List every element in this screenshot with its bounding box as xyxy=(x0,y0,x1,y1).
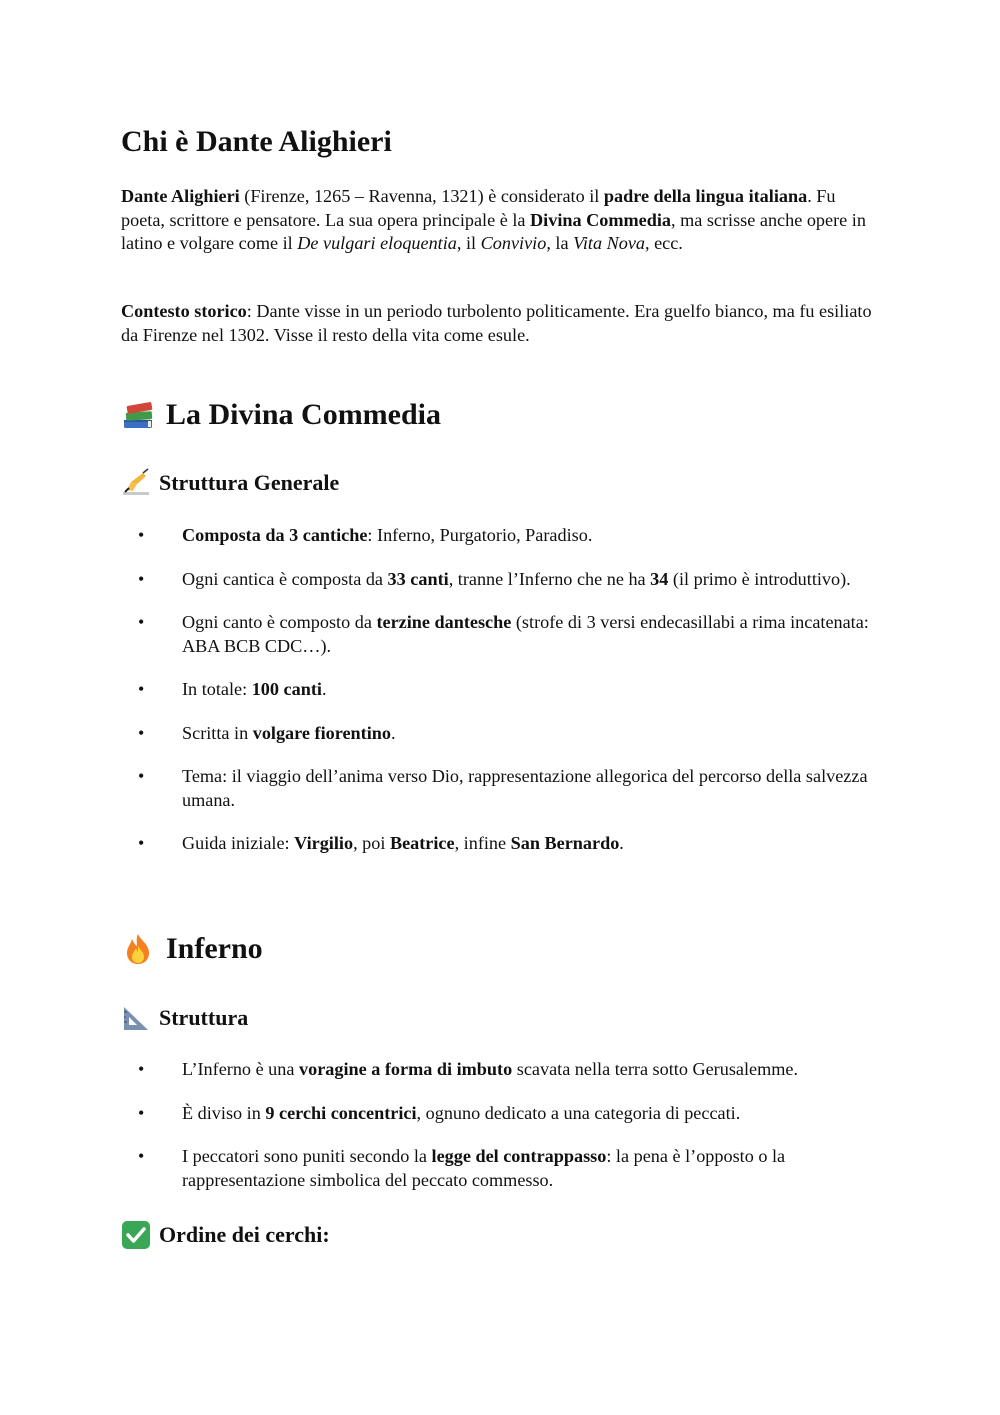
text-bold: Dante Alighieri xyxy=(121,186,240,206)
text: I peccatori sono puniti secondo la xyxy=(182,1146,432,1166)
inferno-structure-heading xyxy=(121,1003,248,1033)
list-item xyxy=(121,524,881,548)
text: . Fu poeta, scrittore e pensatore. La sua opera principale è la xyxy=(121,186,836,230)
text-italic: Convivio xyxy=(480,233,547,253)
text: L’Inferno è una xyxy=(182,1059,299,1079)
bullet: • xyxy=(138,766,145,786)
text-italic: Vita Nova xyxy=(573,233,645,253)
list-item xyxy=(121,1058,881,1082)
text-bold: voragine a forma di imbuto xyxy=(299,1059,513,1079)
text-bold: terzine dantesche xyxy=(376,612,512,632)
bullet: • xyxy=(138,1102,145,1123)
text: Scritta in xyxy=(182,722,253,743)
text: In totale: xyxy=(182,679,252,699)
text: (Firenze, 1265 – Ravenna, 1321) è considerato il xyxy=(239,186,604,206)
bullet: • xyxy=(138,525,145,545)
fire-icon xyxy=(121,932,155,966)
list-item xyxy=(121,1102,881,1126)
bullet: • xyxy=(138,722,145,743)
inferno-structure-heading-text: Struttura xyxy=(159,1005,249,1030)
bullet: • xyxy=(138,612,145,632)
context-paragraph xyxy=(121,300,873,347)
commedia-structure-heading-text: Struttura Generale xyxy=(159,470,340,495)
text-bold: 9 cerchi concentrici xyxy=(265,1102,417,1123)
text-bold: volgare fiorentino xyxy=(252,722,391,743)
inferno-structure-list xyxy=(121,1058,881,1212)
text-bold: Contesto storico xyxy=(121,301,247,321)
inferno-order-heading xyxy=(121,1220,330,1250)
text: (strofe di 3 versi endecasillabi a rima incatenata: ABA BCB CDC…). xyxy=(182,612,869,656)
bullet: • xyxy=(138,1059,145,1079)
text: , infine xyxy=(454,833,511,853)
books-icon xyxy=(121,398,155,432)
commedia-heading-text: La Divina Commedia xyxy=(166,398,442,431)
text-bold: San Bernardo xyxy=(510,833,620,853)
bullet: • xyxy=(138,568,145,589)
list-item xyxy=(121,678,881,702)
text: , ognuno dedicato a una categoria di peccati. xyxy=(416,1102,741,1123)
text-bold: 100 canti xyxy=(251,679,322,699)
check-mark-icon xyxy=(121,1220,151,1250)
text-bold: 33 canti xyxy=(387,568,449,589)
list-item xyxy=(121,832,881,856)
text-bold: Divina Commedia xyxy=(530,209,671,230)
list-item xyxy=(121,568,881,592)
text: Tema: il viaggio dell’anima verso Dio, rappresentazione allegorica del percorso della salvezza umana. xyxy=(182,766,868,810)
text: , la xyxy=(546,233,574,253)
bio-paragraph xyxy=(121,185,873,256)
text-italic: De vulgari eloquentia xyxy=(297,233,457,253)
text: Guida iniziale: xyxy=(182,833,295,853)
commedia-heading xyxy=(121,397,441,433)
text: scavata nella terra sotto Gerusalemme. xyxy=(512,1059,799,1079)
inferno-order-heading-text: Ordine dei cerchi: xyxy=(159,1222,330,1247)
text: , tranne l’Inferno che ne ha xyxy=(448,568,651,589)
list-item xyxy=(121,1145,881,1192)
inferno-heading-text: Inferno xyxy=(166,932,263,965)
bullet: • xyxy=(138,1146,145,1166)
text-bold: 34 xyxy=(650,568,669,589)
list-item xyxy=(121,765,881,812)
text: Ogni cantica è composta da xyxy=(182,568,388,589)
text: , poi xyxy=(353,833,390,853)
triangular-ruler-icon xyxy=(121,1003,151,1033)
bullet: • xyxy=(138,833,145,853)
text: : Dante visse in un periodo turbolento politicamente. Era guelfo bianco, ma fu esiliato da Firenze nel 1302. Visse il resto della vita come esule. xyxy=(121,301,872,345)
bio-heading: Chi è Dante Alighieri xyxy=(121,125,392,158)
text-bold: legge del contrappasso xyxy=(431,1146,607,1166)
text: (il primo è introduttivo). xyxy=(668,568,851,589)
commedia-structure-list xyxy=(121,524,881,876)
text: . xyxy=(321,679,327,699)
list-item xyxy=(121,611,881,658)
text-bold: Beatrice xyxy=(389,833,455,853)
text: , ma scrisse anche opere in latino e volgare come il xyxy=(121,209,866,253)
text: . xyxy=(390,722,396,743)
text: , il xyxy=(456,233,481,253)
text: . xyxy=(619,833,624,853)
text-bold: Virgilio xyxy=(294,833,354,853)
text: È diviso in xyxy=(182,1102,266,1123)
text: : la pena è l’opposto o la rappresentazione simbolica del peccato commesso. xyxy=(182,1146,786,1190)
list-item xyxy=(121,722,881,746)
text: Ogni canto è composto da xyxy=(182,612,377,632)
text-bold: padre della lingua italiana xyxy=(603,186,808,206)
writing-hand-icon xyxy=(121,468,151,498)
text: : Inferno, Purgatorio, Paradiso. xyxy=(367,525,593,545)
bullet: • xyxy=(138,679,145,699)
commedia-structure-heading xyxy=(121,468,339,498)
inferno-heading xyxy=(121,931,263,967)
text: , ecc. xyxy=(645,233,683,253)
text-bold: Composta da 3 cantiche xyxy=(182,525,368,545)
